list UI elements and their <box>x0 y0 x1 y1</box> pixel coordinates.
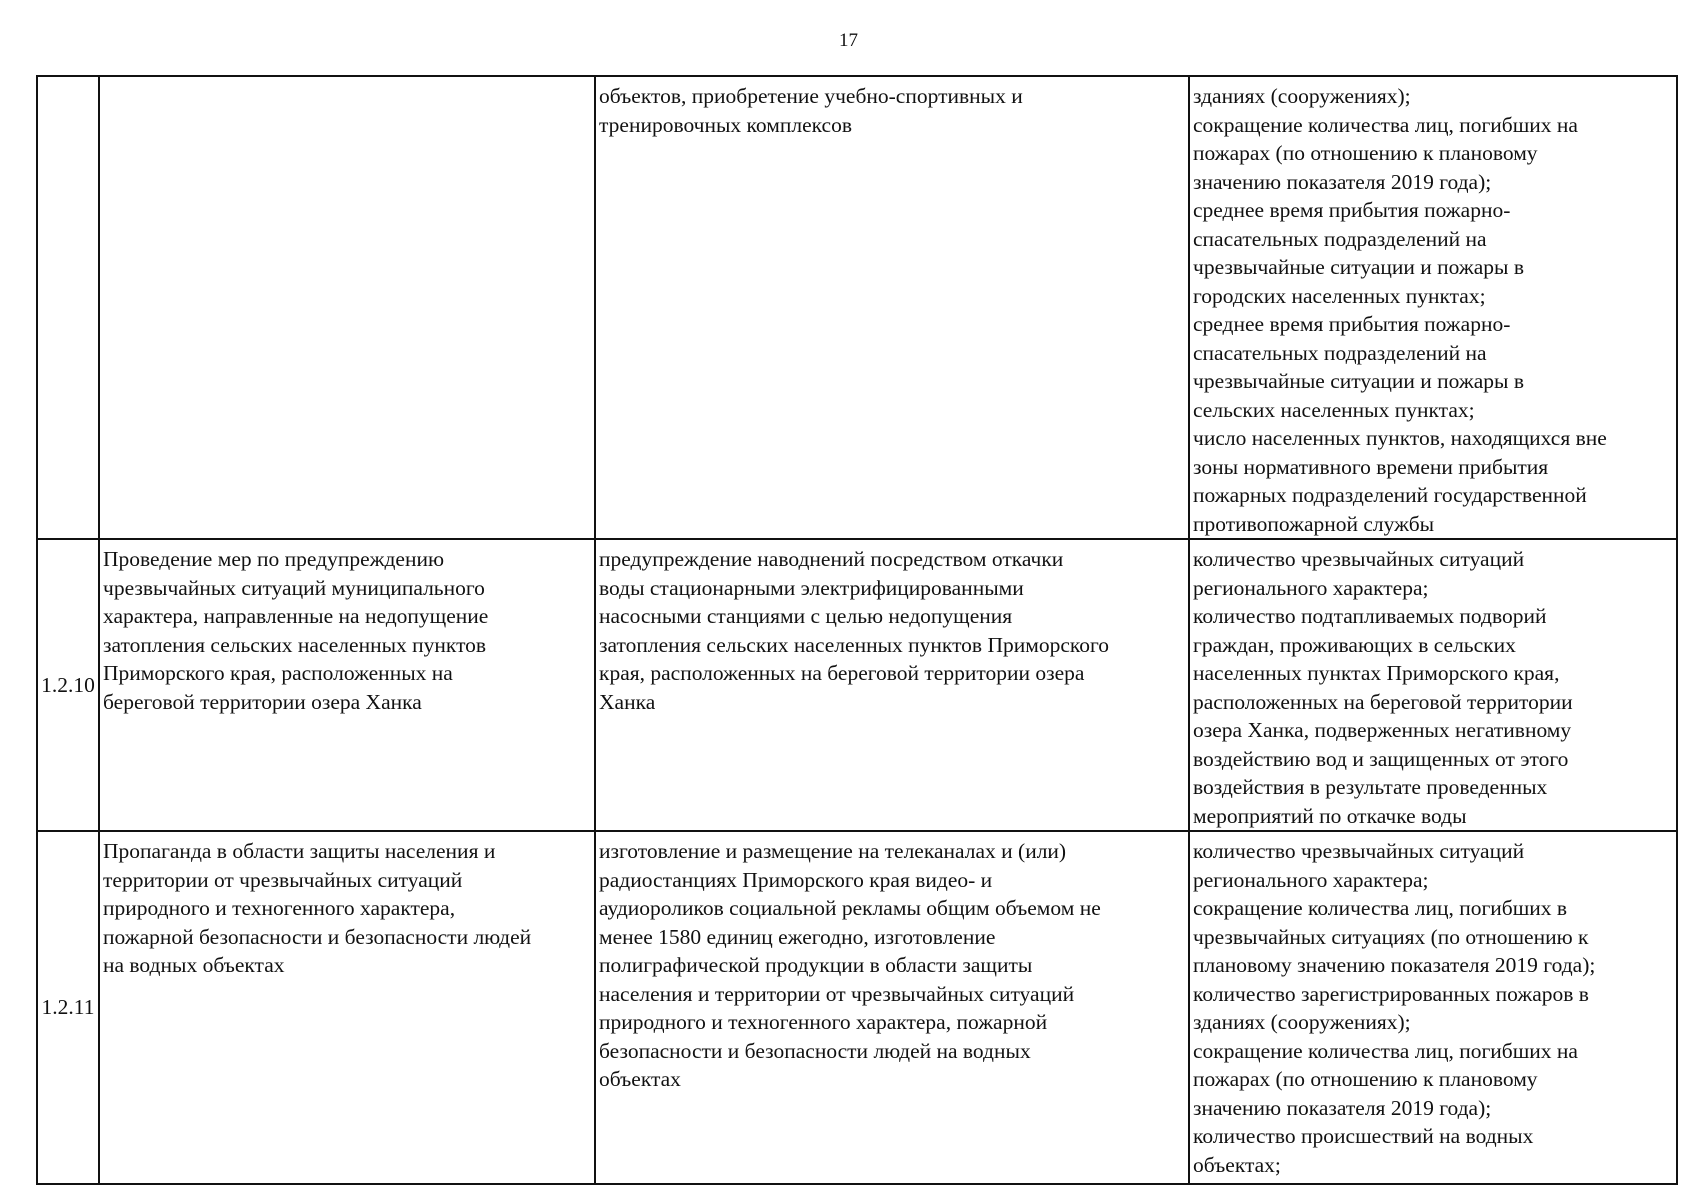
cell-line: сокращение количества лиц, погибших на <box>1193 1038 1578 1063</box>
cell-line: пожарных подразделений государственной <box>1193 483 1587 507</box>
cell-line: насосными станциями с целью недопущения <box>599 604 1013 628</box>
row-number-cell: 1.2.10 <box>37 539 99 831</box>
cell-line: предупреждение наводнений посредством откачки <box>599 547 1064 571</box>
cell-line: регионального характера; <box>1193 575 1429 600</box>
cell-line: чрезвычайных ситуаций муниципального <box>103 575 485 600</box>
cell-line: чрезвычайные ситуации и пожары в <box>1193 369 1524 393</box>
cell-line: мероприятий по откачке воды <box>1193 803 1467 828</box>
event-content-cell <box>595 76 1189 539</box>
cell-line: спасательных подразделений на <box>1193 226 1487 251</box>
cell-line: зданиях (сооружениях); <box>1193 1010 1411 1034</box>
cell-line: радиостанциях Приморского края видео- и <box>599 867 993 892</box>
cell-line: аудиороликов социальной рекламы общим объемом не <box>599 896 1101 920</box>
cell-line: безопасности и безопасности людей на водных <box>599 1038 1031 1063</box>
cell-line: затопления сельских населенных пунктов <box>103 632 487 657</box>
cell-line: населения и территории от чрезвычайных ситуаций <box>599 981 1075 1006</box>
cell-line: Пропаганда в области защиты населения и <box>103 839 496 863</box>
cell-line: противопожарной службы <box>1193 511 1435 536</box>
event-content-cell <box>595 539 1189 831</box>
cell-line: пожарах (по отношению к плановому <box>1193 141 1538 165</box>
cell-line: количество подтапливаемых подворий <box>1193 604 1547 628</box>
cell-line: сокращение количества лиц, погибших в <box>1193 896 1568 920</box>
event-name-cell <box>99 76 595 539</box>
cell-line: объектах <box>599 1067 681 1091</box>
cell-line: воздействия в результате проведенных <box>1193 775 1548 799</box>
cell-line: количество происшествий на водных <box>1193 1124 1534 1148</box>
cell-line: территории от чрезвычайных ситуаций <box>103 867 463 892</box>
row-number-cell <box>37 76 99 539</box>
cell-line: воды стационарными электрифицированными <box>599 575 1024 600</box>
cell-line: зданиях (сооружениях); <box>1193 84 1411 108</box>
table-row <box>37 76 1677 539</box>
cell-line: береговой территории озера Ханка <box>103 689 422 714</box>
cell-line: сокращение количества лиц, погибших на <box>1193 112 1578 137</box>
cell-line: Ханка <box>599 689 656 714</box>
cell-line: количество зарегистрированных пожаров в <box>1193 981 1589 1006</box>
cell-line: менее 1580 единиц ежегодно, изготовление <box>599 924 996 949</box>
cell-line: природного и техногенного характера, <box>103 896 456 920</box>
cell-line: чрезвычайных ситуациях (по отношению к <box>1193 924 1589 949</box>
cell-line: число населенных пунктов, находящихся вне <box>1193 426 1607 450</box>
cell-line: характера, направленные на недопущение <box>103 604 489 628</box>
cell-line: плановому значению показателя 2019 года); <box>1193 953 1596 977</box>
cell-line: изготовление и размещение на телеканалах и (или) <box>599 839 1067 863</box>
cell-line: тренировочных комплексов <box>599 112 852 137</box>
cell-line: зоны нормативного времени прибытия <box>1193 454 1549 479</box>
cell-line: пожарной безопасности и безопасности людей <box>103 924 532 949</box>
table-row <box>37 539 1677 831</box>
cell-line: граждан, проживающих в сельских <box>1193 632 1516 657</box>
indicators-cell <box>1189 539 1677 831</box>
event-name-cell <box>99 831 595 1184</box>
cell-line: на водных объектах <box>103 953 285 977</box>
cell-line: Приморского края, расположенных на <box>103 661 453 685</box>
cell-line: среднее время прибытия пожарно- <box>1193 312 1511 336</box>
cell-line: озера Ханка, подверженных негативному <box>1193 718 1572 742</box>
program-measures-table <box>36 75 1678 1185</box>
cell-line: пожарах (по отношению к плановому <box>1193 1067 1538 1091</box>
cell-line: сельских населенных пунктах; <box>1193 397 1475 422</box>
cell-line: воздействию вод и защищенных от этого <box>1193 746 1569 771</box>
cell-line: значению показателя 2019 года); <box>1193 1095 1492 1120</box>
table-row <box>37 831 1677 1184</box>
cell-line: затопления сельских населенных пунктов Приморского <box>599 632 1110 657</box>
cell-line: расположенных на береговой территории <box>1193 689 1573 714</box>
cell-line: объектов, приобретение учебно-спортивных и <box>599 84 1023 108</box>
cell-line: городских населенных пунктах; <box>1193 283 1486 308</box>
indicators-cell <box>1189 831 1677 1184</box>
cell-line: чрезвычайные ситуации и пожары в <box>1193 255 1524 279</box>
cell-line: природного и техногенного характера, пожарной <box>599 1010 1048 1034</box>
cell-line: края, расположенных на береговой территории озера <box>599 661 1085 685</box>
row-number-cell: 1.2.11 <box>37 831 99 1184</box>
cell-line: количество чрезвычайных ситуаций <box>1193 547 1525 571</box>
page-number: 17 <box>839 30 858 51</box>
cell-line: регионального характера; <box>1193 867 1429 892</box>
cell-line: значению показателя 2019 года); <box>1193 169 1492 194</box>
cell-line: количество чрезвычайных ситуаций <box>1193 839 1525 863</box>
cell-line: спасательных подразделений на <box>1193 340 1487 365</box>
cell-line: среднее время прибытия пожарно- <box>1193 198 1511 222</box>
cell-line: Проведение мер по предупреждению <box>103 547 445 571</box>
cell-line: полиграфической продукции в области защиты <box>599 953 1033 977</box>
cell-line: объектах; <box>1193 1152 1281 1177</box>
event-content-cell <box>595 831 1189 1184</box>
event-name-cell <box>99 539 595 831</box>
cell-line: населенных пунктах Приморского края, <box>1193 661 1560 685</box>
indicators-cell <box>1189 76 1677 539</box>
